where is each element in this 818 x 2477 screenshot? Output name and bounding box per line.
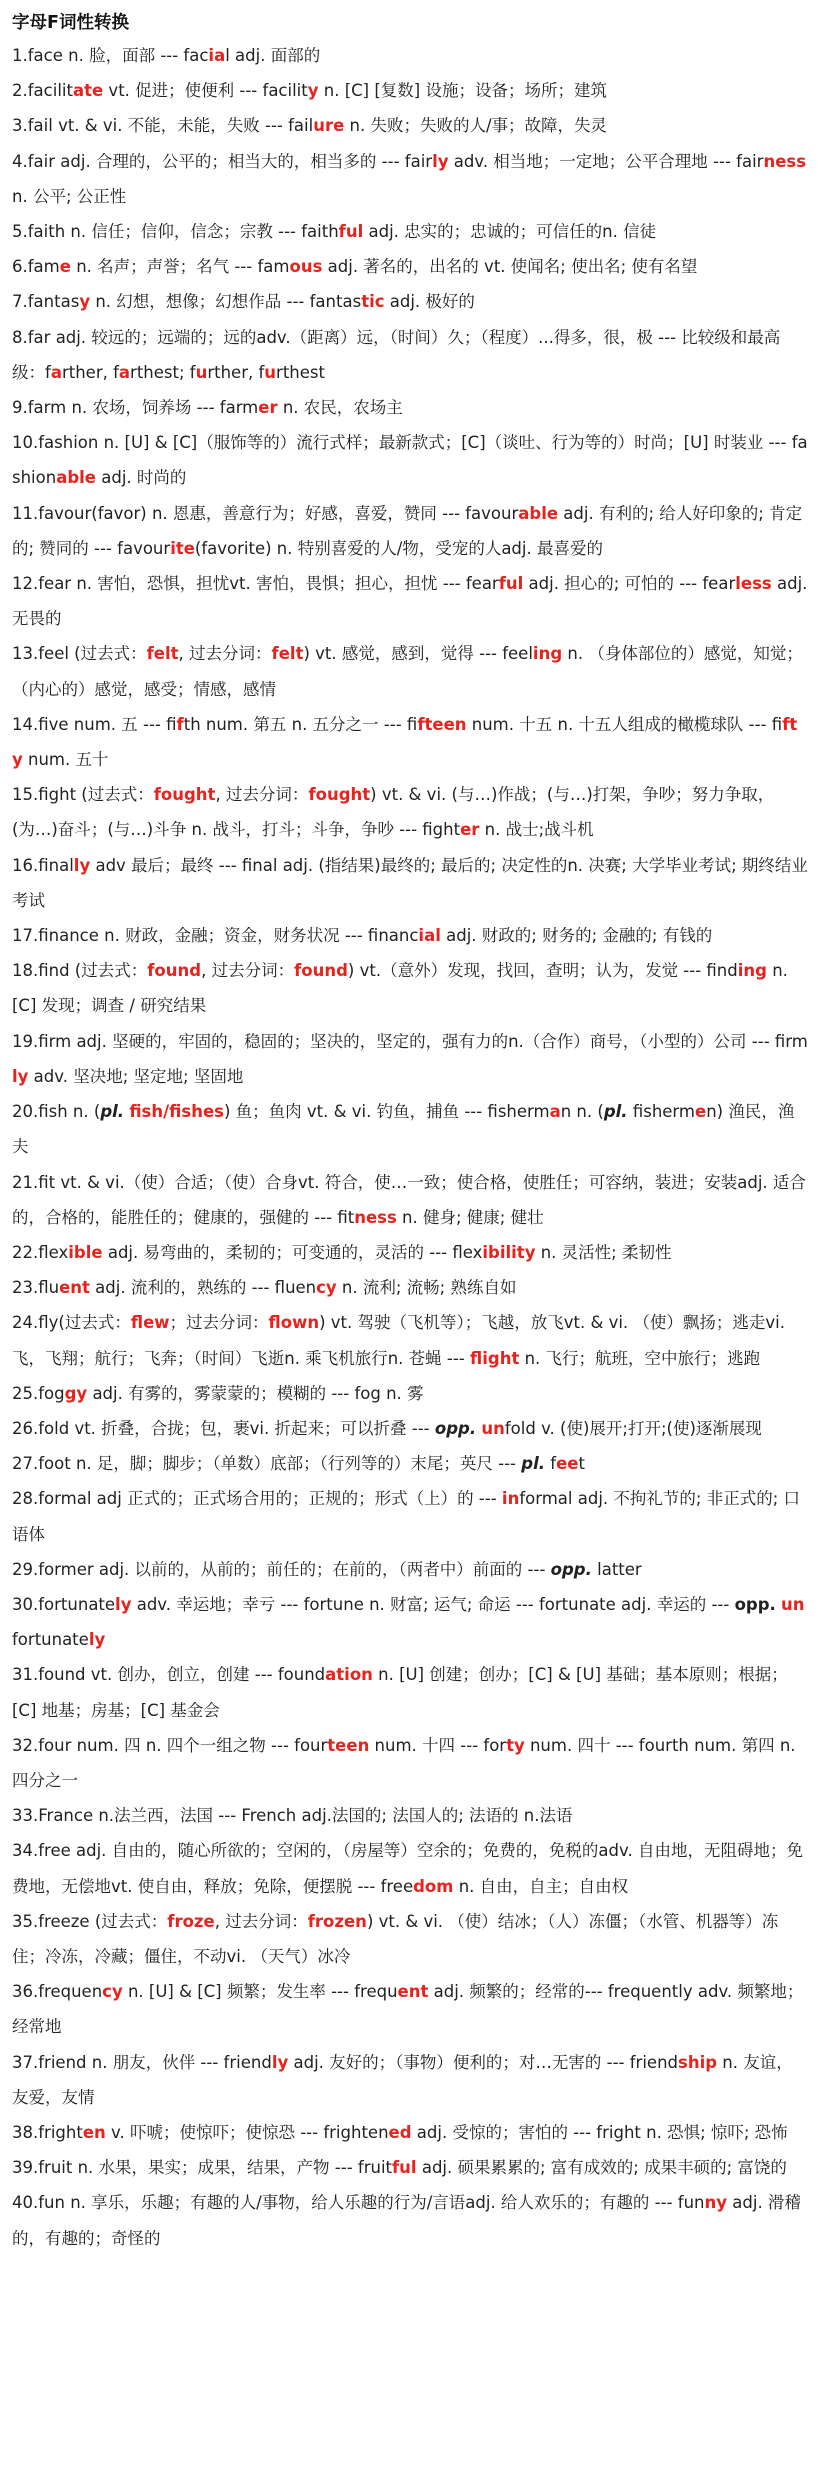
highlight-text: ful [498,574,524,594]
entry-text: 18.find (过去式： [12,961,148,981]
word-entry [12,2150,808,2185]
emphasis-text: pl. [603,1102,628,1122]
word-entry [12,144,808,214]
entry-text: (favorite) n. 特别喜爱的人/物，受宠的人adj. 最喜爱的 [194,538,603,558]
entry-text: 30.fortunate [12,1594,116,1614]
entry-text: n. [U] & [C] 频繁；发生率 --- frequ [122,1982,398,2002]
highlight-text: ful [392,2158,417,2178]
word-entry [12,496,808,566]
highlight-text: teen [424,714,467,734]
entry-text: 11.favour(favor) n. 恩惠，善意行为；好感，喜爱，赞同 --- favour [12,503,519,523]
entry-text: adj. 时尚的 [96,468,187,488]
entry-text: num. 十五 n. 十五人组成的橄榄球队 --- fi [466,714,783,734]
entry-text: n. 友谊，友爱，友情 [12,2052,793,2107]
highlight-text: ly [271,2052,289,2072]
highlight-text: ty [506,1735,525,1755]
entry-text: , 过去分词： [178,644,272,664]
highlight-text: ure [313,116,345,136]
entry-text: 16.final [12,855,74,875]
entry-text: adj. 频繁的；经常的--- frequently adv. 频繁地；经常地 [12,1982,804,2037]
highlight-text: a [118,362,131,382]
word-entry [12,1446,808,1481]
entry-text: 19.firm adj. 坚硬的，牢固的，稳固的；坚决的，坚定的，强有力的n.（合作）商号，（小型的）公司 --- firm [12,1031,808,1051]
highlight-text: un [781,1594,805,1614]
emphasis-text: opp. [734,1594,776,1614]
entry-text: 36.frequen [12,1982,103,2002]
entry-text: 31.found vt. 创办，创立，创建 --- found [12,1665,326,1685]
entry-text: 40.fun n. 享乐，乐趣；有趣的人/事物，给人乐趣的行为/言语adj. 给人欢乐的；有趣的 --- fun [12,2193,705,2213]
entry-text: 3.fail vt. & vi. 不能，未能，失败 --- fail [12,116,314,136]
highlight-text: found [294,961,348,981]
highlight-text: fish/fishes [129,1102,224,1122]
entry-text: 10.fashion n. [U] & [C]（服饰等的）流行式样；最新款式；[C]（谈吐、行为等的）时尚；[U] 时装业 --- fashion [12,433,808,488]
word-entry [12,1024,808,1094]
entry-text: ) vt. 感觉，感到，觉得 --- feel [303,644,533,664]
entry-text: ) vt.（意外）发现，找回，查明；认为，发觉 --- find [347,961,738,981]
entry-text: n. 失败；失败的人/事；故障，失灵 [344,116,608,136]
word-entry [12,1411,808,1446]
entry-text: 13.feel (过去式： [12,644,147,664]
highlight-text: a [50,362,62,382]
word-entry [12,1552,808,1587]
entry-text: adj. 著名的，出名的 vt. 使闻名; 使出名; 使有名望 [322,257,698,277]
highlight-text: e [59,257,71,277]
entry-text: t [578,1454,585,1474]
entry-text: formal adj. 不拘礼节的; 非正式的; 口语体 [12,1489,801,1544]
highlight-text: gy [64,1383,88,1403]
word-entry [12,320,808,390]
entry-text: adv 最后；最终 --- final adj. (指结果)最终的; 最后的; 决定性的n. 决赛; 大学毕业考试; 期终结业考试 [12,855,808,910]
entry-text: rthest [276,362,325,382]
word-entry [12,1094,808,1164]
entry-text: 27.foot n. 足，脚；脚步；（单数）底部；（行列等的）末尾；英尺 --- [12,1454,522,1474]
word-entry [12,249,808,284]
entry-text: rther, f [61,362,119,382]
entry-text: fold v. (使)展开;打开;(使)逐渐展现 [504,1418,762,1438]
word-entry [12,1833,808,1903]
entry-text: n n. ( [560,1102,604,1122]
highlight-text: dom [413,1876,454,1896]
highlight-text: ent [397,1982,429,2002]
entry-text: num. 五十 [22,750,109,770]
emphasis-text: opp. [434,1418,477,1438]
entry-text: n. 流利; 流畅; 熟练自如 [336,1278,517,1298]
highlight-text: y [79,292,91,312]
highlight-text: u [195,362,208,382]
highlight-text: er [460,820,480,840]
emphasis-text: pl. [100,1102,125,1122]
entry-text: n. 公平; 公正性 [12,186,127,206]
entry-text: 23.flu [12,1278,60,1298]
entry-text: n. [C] 发现；调查 / 研究结果 [12,961,788,1016]
word-entry [12,425,808,495]
word-entry [12,2045,808,2115]
entry-text: n. 农民，农场主 [277,398,403,418]
entry-text: 38.fright [12,2122,83,2142]
word-entry [12,1904,808,1974]
word-entry [12,214,808,249]
highlight-text: ial [418,926,441,946]
entry-text: 17.finance n. 财政，金融；资金，财务状况 --- financ [12,926,419,946]
highlight-text: fought [308,785,371,805]
entry-text: 14.five num. 五 --- fi [12,714,177,734]
entry-text: n. [U] 创建；创办；[C] & [U] 基础；基本原则；根据；[C] 地基；房基；[C] 基金会 [12,1665,788,1720]
highlight-text: fought [153,785,216,805]
highlight-text: ous [289,257,323,277]
word-entry [12,1165,808,1235]
word-entry [12,1481,808,1551]
entry-text: n. 自由，自主；自由权 [453,1876,629,1896]
entry-text: 6.fam [12,257,60,277]
entry-text: 22.flex [12,1242,69,1262]
word-entry [12,636,808,706]
entry-text: f [545,1454,557,1474]
entry-text: 32.four num. 四 n. 四个一组之物 --- four [12,1735,328,1755]
highlight-text: ly [115,1594,132,1614]
highlight-text: e [695,1102,707,1122]
entry-text: ) vt. & vi. （使）结冰；（人）冻僵；（水管、机器等）冻住；冷冻，冷藏；僵住，不动vi. （天气）冰冷 [12,1911,779,1966]
highlight-text: ee [556,1454,579,1474]
entry-text: adj. 流利的，熟练的 --- fluen [89,1278,317,1298]
entry-text: n. （身体部位的）感觉，知觉；（内心的）感觉，感受；情感，感情 [12,644,803,699]
highlight-text: ation [325,1665,373,1685]
entry-text: adj. 滑稽的，有趣的；奇怪的 [12,2193,801,2248]
entry-text: 26.fold vt. 折叠，合拢；包，裹vi. 折起来；可以折叠 --- [12,1418,435,1438]
highlight-text: a [549,1102,561,1122]
highlight-text: cy [316,1278,337,1298]
entry-text: n. 健身; 健康; 健壮 [396,1207,544,1227]
entry-text: ；过去分词： [169,1313,269,1333]
entry-text: ) 鱼；鱼肉 vt. & vi. 钓鱼，捕鱼 --- fisherm [223,1102,550,1122]
entry-list [12,38,808,2256]
entry-text: fisherm [627,1102,695,1122]
highlight-text: in [501,1489,520,1509]
entry-text: adj. 财政的; 财务的; 金融的; 有钱的 [440,926,713,946]
entry-text: 25.fog [12,1383,65,1403]
entry-text: adv. 相当地；一定地；公平合理地 --- fair [448,151,764,171]
highlight-text: f [176,714,184,734]
entry-text: rther, f [207,362,265,382]
word-entry [12,953,808,1023]
entry-text: n. 战士;战斗机 [479,820,594,840]
entry-text: 28.formal adj 正式的；正式场合用的；正规的；形式（上）的 --- [12,1489,502,1509]
page-title: 字母F词性转换 [12,13,129,33]
entry-text: 34.free adj. 自由的，随心所欲的；空闲的，（房屋等）空余的；免费的，免税的adv. 自由地，无阻碍地；免费地，无偿地vt. 使自由，释放；免除，便摆脱 --- free [12,1841,803,1896]
entry-text: ) vt. 驾驶（飞机等）；飞越，放飞vt. & vi. （使）飘扬；逃走vi. 飞，飞翔；航行；飞奔；（时间）飞逝n. 乘飞机旅行n. 苍蝇 --- [12,1313,786,1368]
highlight-text: y [307,81,319,101]
highlight-text: ite [170,538,195,558]
highlight-text: f [417,714,425,734]
word-entry [12,1974,808,2044]
highlight-text: found [147,961,202,981]
entry-text: fortunate [12,1630,89,1650]
entry-text: n. 名声；声誉；名气 --- fam [70,257,290,277]
highlight-text: able [56,468,96,488]
highlight-text: frozen [307,1911,367,1931]
entry-text: , 过去分词： [201,961,295,981]
word-entry [12,73,808,108]
entry-text: adj. 易弯曲的，柔韧的；可变通的，灵活的 --- flex [102,1242,483,1262]
entry-text: n. 灵活性; 柔韧性 [535,1242,672,1262]
entry-text: 4.fair adj. 合理的，公平的；相当大的，相当多的 --- fair [12,151,433,171]
highlight-text: tic [361,292,385,312]
entry-text: adj. 极好的 [384,292,475,312]
entry-text: adj. 有利的; 给人好印象的; 肯定的; 赞同的 --- favour [12,503,803,558]
entry-text: rthest; f [130,362,196,382]
word-entry [12,1305,808,1375]
highlight-text: able [518,503,559,523]
highlight-text: en [82,2122,106,2142]
entry-text: num. 四十 --- fourth num. 第四 n. 四分之一 [12,1735,796,1790]
highlight-text: ness [763,151,807,171]
entry-text: 5.faith n. 信任；信仰，信念；宗教 --- faith [12,222,339,242]
word-entry [12,1657,808,1727]
word-entry [12,2115,808,2150]
highlight-text: ing [737,961,767,981]
word-entry [12,1798,808,1833]
highlight-text: ful [338,222,364,242]
highlight-text: ing [532,644,563,664]
entry-text: 20.fish n. ( [12,1102,101,1122]
highlight-text: ibility [482,1242,536,1262]
highlight-text: ship [678,2052,718,2072]
highlight-text: froze [167,1911,215,1931]
entry-text: adv. 幸运地；幸亏 --- fortune n. 财富; 运气; 命运 --- fortunate adj. 幸运的 --- [131,1594,735,1614]
highlight-text: flight [470,1348,520,1368]
entry-text: , 过去分词： [215,785,309,805]
highlight-text: f [782,714,790,734]
entry-text: latter [591,1559,642,1579]
entry-text: adj. 受惊的；害怕的 --- fright n. 恐惧; 惊吓; 恐怖 [411,2122,788,2142]
entry-text: v. 吓唬；使惊吓；使惊恐 --- frighten [105,2122,389,2142]
entry-text: 29.former adj. 以前的，从前的；前任的；在前的，（两者中）前面的 --- [12,1559,551,1579]
word-entry [12,1235,808,1270]
highlight-text: er [258,398,278,418]
entry-text: num. 十四 --- for [369,1735,507,1755]
entry-text: 9.farm n. 农场，饲养场 --- farm [12,398,259,418]
word-entry [12,1728,808,1798]
entry-text: 21.fit vt. & vi.（使）合适；（使）合身vt. 符合，使…一致；使合格，使胜任；可容纳，装进；安装adj. 适合的，合格的，能胜任的；健康的，强健的 --- fit [12,1172,806,1227]
entry-text: adj. 友好的；（事物）便利的；对…无害的 --- friend [288,2052,678,2072]
entry-text: 12.fear n. 害怕，恐惧，担忧vt. 害怕，畏惧；担心，担忧 --- fear [12,574,499,594]
entry-text: 8.far adj. 较远的；远端的；远的adv.（距离）远，（时间）久；（程度）...得多，很，极 --- 比较级和最高级：f [12,327,781,382]
entry-text: adj. 有雾的，雾蒙蒙的；模糊的 --- fog n. 雾 [87,1383,424,1403]
entry-text: n. [C] [复数] 设施；设备；场所；建筑 [318,81,607,101]
highlight-text: un [481,1418,505,1438]
highlight-text: ible [68,1242,103,1262]
word-entry [12,284,808,319]
word-entry [12,1270,808,1305]
entry-text: 2.facilit [12,81,73,101]
highlight-text: flown [268,1313,320,1333]
entry-text: adj. 无畏的 [12,574,808,629]
entry-text: 37.friend n. 朋友，伙伴 --- friend [12,2052,272,2072]
entry-text: adj. 忠实的；忠诚的；可信任的n. 信徒 [363,222,657,242]
word-entry [12,1587,808,1657]
entry-text: 35.freeze (过去式： [12,1911,168,1931]
entry-text: th num. 第五 n. 五分之一 --- fi [183,714,418,734]
entry-text: 1.face n. 脸，面部 --- fac [12,46,209,65]
entry-text: adv. 坚决地; 坚定地; 坚固地 [28,1066,244,1086]
entry-text: n) 渔民，渔夫 [12,1102,795,1157]
highlight-text: felt [146,644,179,664]
highlight-text: ly [12,1066,29,1086]
entry-text: ) vt. & vi. (与…)作战；(与…)打架，争吵；努力争取，(为…)奋斗；(与…)斗争 n. 战斗，打斗；斗争，争吵 --- fight [12,785,775,840]
entry-text: , 过去分词： [214,1911,308,1931]
highlight-text: u [264,362,277,382]
highlight-text: ly [88,1630,106,1650]
highlight-text: ate [72,81,104,101]
entry-text: 7.fantas [12,292,80,312]
word-entry [12,2185,808,2255]
word-entry [12,1376,808,1411]
entry-text: 39.fruit n. 水果，果实；成果，结果，产物 --- fruit [12,2158,392,2178]
word-entry [12,918,808,953]
highlight-text: ia [208,46,226,65]
word-entry [12,848,808,918]
highlight-text: cy [102,1982,123,2002]
highlight-text: ness [354,1207,397,1227]
highlight-text: ent [59,1278,90,1298]
emphasis-text: opp. [550,1559,592,1579]
highlight-text: ed [388,2122,412,2142]
emphasis-text: pl. [521,1454,546,1474]
word-entry [12,777,808,847]
highlight-text: ny [704,2193,728,2213]
highlight-text: ly [432,151,449,171]
entry-text: l adj. 面部的 [225,46,321,65]
word-entry [12,108,808,143]
highlight-text: flew [130,1313,170,1333]
highlight-text: felt [271,644,304,664]
word-entry [12,38,808,73]
highlight-text: ty [12,714,798,770]
entry-text: n. 幻想，想像；幻想作品 --- fantas [90,292,362,312]
entry-text: adj. 硕果累累的; 富有成效的; 成果丰硕的; 富饶的 [416,2158,787,2178]
word-entry [12,390,808,425]
entry-text: n. 飞行；航班，空中旅行；逃跑 [519,1348,761,1368]
word-entry [12,566,808,636]
word-entry [12,707,808,777]
highlight-text: ly [73,855,91,875]
entry-text: vt. 促进；使便利 --- facilit [103,81,308,101]
entry-text: adj. 担心的; 可怕的 --- fear [523,574,736,594]
highlight-text: less [735,574,772,594]
entry-text: 33.France n.法兰西，法国 --- French adj.法国的; 法国人的; 法语的 n.法语 [12,1806,573,1826]
entry-text: 24.fly(过去式： [12,1313,131,1333]
highlight-text: teen [327,1735,370,1755]
entry-text: 15.fight (过去式： [12,785,154,805]
